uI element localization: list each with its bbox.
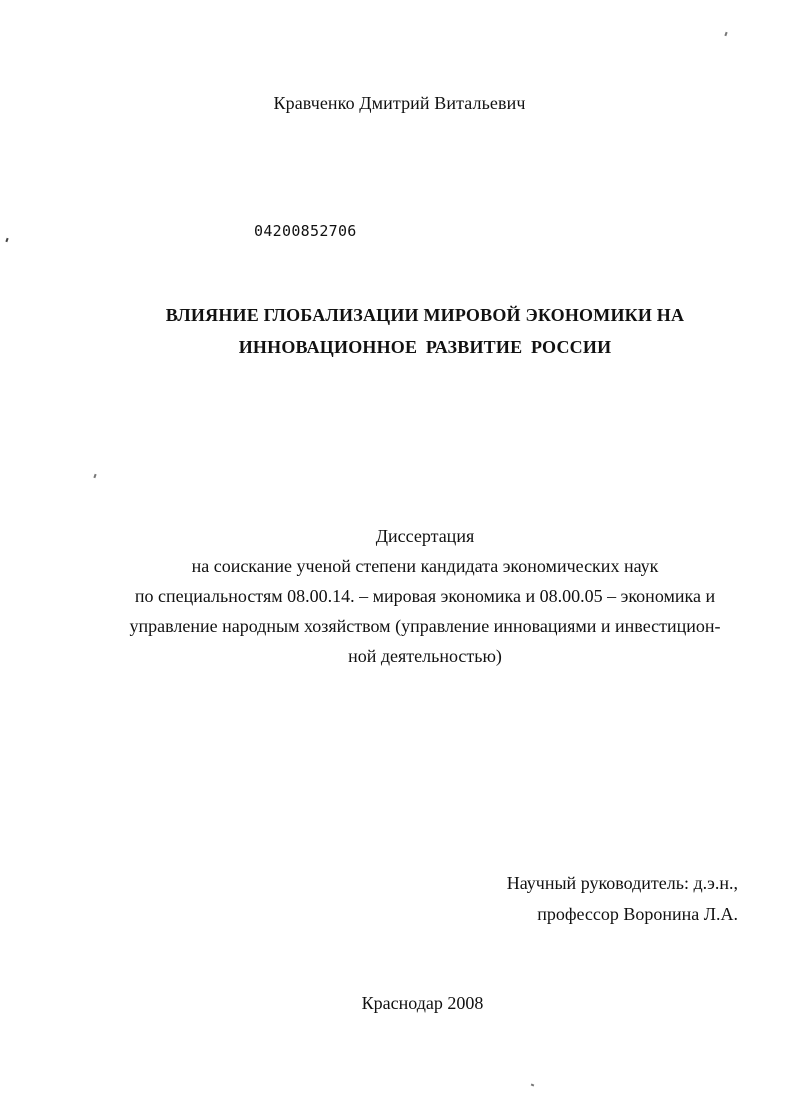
- document-number: 04200852706: [254, 222, 357, 240]
- scan-speck: [5, 238, 8, 242]
- author-name: Кравченко Дмитрий Витальевич: [273, 93, 526, 113]
- description-line-1: Диссертация: [375, 526, 475, 546]
- scientific-supervisor: [507, 868, 738, 930]
- supervisor-line-2: профессор Воронина Л.А.: [537, 904, 738, 924]
- city-and-year: Краснодар 2008: [361, 993, 484, 1013]
- supervisor-line-1: Научный руководитель: д.э.н.,: [506, 873, 738, 893]
- description-line-5: ной деятельностью): [348, 646, 502, 666]
- title-line-2: ИННОВАЦИОННОЕ РАЗВИТИЕ РОССИИ: [238, 337, 612, 357]
- scan-speck: [531, 1084, 535, 1087]
- description-line-4: управление народным хозяйством (управление инновациями и инвестицион-: [129, 616, 721, 636]
- description-line-3: по специальностям 08.00.14. – мировая экономика и 08.00.05 – экономика и: [134, 586, 716, 606]
- scan-speck: [724, 32, 727, 36]
- title-line-1: ВЛИЯНИЕ ГЛОБАЛИЗАЦИИ МИРОВОЙ ЭКОНОМИКИ НА: [165, 305, 685, 325]
- dissertation-description: [80, 521, 770, 671]
- scan-speck: [93, 474, 96, 478]
- description-line-2: на соискание ученой степени кандидата экономических наук: [191, 556, 659, 576]
- dissertation-title: [40, 299, 799, 363]
